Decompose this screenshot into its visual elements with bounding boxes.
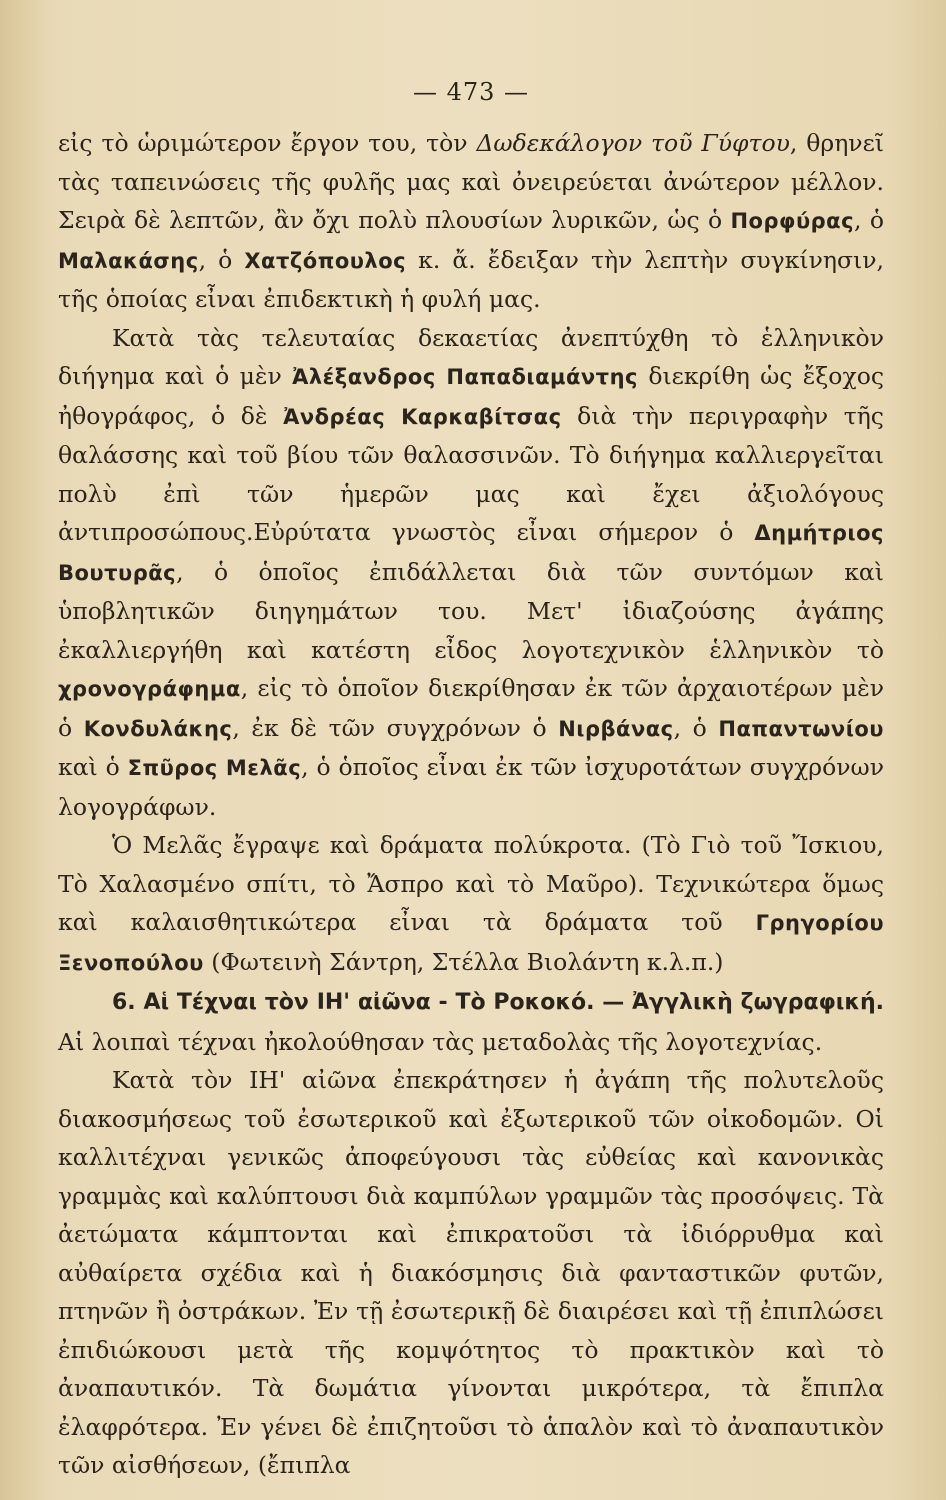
author-name: Μαλακάσης bbox=[58, 248, 199, 273]
author-name: Κονδυλάκης bbox=[83, 716, 233, 741]
paragraph-3 bbox=[58, 826, 884, 982]
genre-term: χρονογράφημα bbox=[58, 677, 241, 701]
text: διὰ τὴν περιγραφὴν τῆς θαλάσσης καὶ τοῦ βίου τῶν θαλασσινῶν. Τὸ διήγημα καλλιεργεῖται πολὺ ἐπὶ τῶν ἡμερῶν μας καὶ ἔχει ἀξιολόγους ἀντιπροσώπους.Εὐρύτατα γνωστὸς εἶναι σήμερον ὁ bbox=[58, 401, 884, 546]
text: , εἰς τὸ ὁποῖον διεκρίθησαν ἐκ τῶν ἀρχαιοτέρων μὲν ὁ bbox=[58, 674, 884, 742]
section-heading-paragraph bbox=[58, 982, 884, 1061]
author-name: Ἀλέξανδρος Παπαδιαμάντης bbox=[292, 365, 638, 389]
paragraph-5 bbox=[58, 1061, 884, 1485]
section-heading: 6. Αἱ Τέχναι τὸν ΙΗ' αἰῶνα - Τὸ Ροκοκό. — Ἀγγλικὴ ζωγραφική. bbox=[112, 990, 884, 1015]
author-name: Σπῦρος Μελᾶς bbox=[127, 756, 302, 780]
text: , ὁ bbox=[673, 713, 719, 742]
author-name: Πορφύρας bbox=[730, 209, 855, 233]
paragraph-2 bbox=[58, 319, 884, 827]
text: εἰς τὸ ὡριμώτερον ἔργον του, τὸν bbox=[58, 129, 477, 157]
author-name: Γρηγορίου Ξενοπούλου bbox=[58, 911, 884, 975]
page-number: — 473 — bbox=[412, 78, 530, 106]
paragraph-1 bbox=[58, 124, 884, 319]
text: , ὁ ὁποῖος ἐπιδάλλεται διὰ τῶν συντόμων καὶ ὑποβλητικῶν διηγημάτων του. Μετ' ἰδιαζούσης ἀγάπης ἐκαλλιεργήθη καὶ κατέστη εἶδος λογοτεχνικὸν ἑλληνικὸν τὸ bbox=[58, 557, 884, 664]
author-name: Παπαντωνίου bbox=[718, 716, 884, 741]
text: , ὁ ὁποῖος εἶναι ἐκ τῶν ἰσχυροτάτων συγχρόνων λογογράφων. bbox=[58, 753, 885, 821]
text: καὶ ὁ bbox=[58, 753, 128, 781]
text: διεκρίθη ὡς ἔξοχος ἠθογράφος, ὁ δὲ bbox=[58, 362, 885, 430]
text: (Φωτεινὴ Σάντρη, Στέλλα Βιολάντη κ.λ.π.) bbox=[203, 947, 724, 976]
text: , ἐκ δὲ τῶν συγχρόνων ὁ bbox=[232, 713, 559, 742]
text: Κατὰ τὸν ΙΗ' αἰῶνα ἐπεκράτησεν ἡ ἀγάπη τῆς πολυτελοῦς διακοσμήσεως τοῦ ἐσωτερικοῦ καὶ ἐξωτερικοῦ τῶν οἰκοδομῶν. Οἱ καλλιτέχναι γενικῶς ἀποφεύγουσι τὰς εὐθείας καὶ κανονικὰς γραμμὰς καὶ καλύπτουσι διὰ καμπύλων γραμμῶν τὰς προσόψεις. Τὰ ἀετώματα κάμπτονται καὶ ἐπικρατοῦσι τὰ ἰδιόρρυθμα καὶ αὐθαίρετα σχέδια καὶ ἡ διακόσμησις διὰ φανταστικῶν φυτῶν, πτηνῶν ἢ ὀστράκων. Ἐν τῇ ἐσωτερικῇ δὲ διαιρέσει καὶ τῇ ἐπιπλώσει ἐπιδιώκουσι μετὰ τῆς κομψότητος τὸ πρακτικὸν καὶ τὸ ἀναπαυτικόν. Τὰ δωμάτια γίνονται μικρότερα, τὰ ἔπιπλα ἐλαφρότερα. Ἐν γένει δὲ ἐπιζητοῦσι τὸ ἁπαλὸν καὶ τὸ ἀναπαυτικὸν τῶν αἰσθήσεων, (ἔπιπλα bbox=[58, 1066, 884, 1479]
text: Κατὰ τὰς τελευταίας δεκαετίας ἀνεπτύχθη τὸ ἑλληνικὸν διήγημα καὶ ὁ μὲν bbox=[58, 323, 884, 390]
text: , θρηνεῖ τὰς ταπεινώσεις τῆς φυλῆς μας καὶ ὀνειρεύεται ἀνώτερον μέλλον. Σειρὰ δὲ λεπτῶν, ἂν ὄχι πολὺ πλουσίων λυρικῶν, ὡς ὁ bbox=[58, 129, 884, 234]
text: , ὁ bbox=[854, 206, 884, 234]
text: κ. ἄ. ἔδειξαν τὴν λεπτὴν συγκίνησιν, τῆς ὁποίας εἶναι ἐπιδεκτικὴ ἡ φυλή μας. bbox=[58, 245, 884, 313]
author-name: Δημήτριος Βουτυρᾶς bbox=[58, 521, 884, 585]
author-name: Χατζόπουλος bbox=[244, 248, 407, 273]
author-name: Ἀνδρέας Καρκαβίτσας bbox=[283, 404, 562, 429]
text: , ὁ bbox=[198, 245, 245, 274]
text: Αἱ λοιπαὶ τέχναι ἠκολούθησαν τὰς μεταδολὰς τῆς λογοτεχνίας. bbox=[58, 1027, 823, 1056]
text: Ὁ Μελᾶς ἔγραψε καὶ δράματα πολύκροτα. (Τὸ Γιὸ τοῦ Ἴσκιου, Τὸ Χαλασμένο σπίτι, τὸ Ἄσπρο καὶ τὸ Μαῦρο). Τεχνικώτερα ὅμως καὶ καλαισθητικώτερα εἶναι τὰ δράματα τοῦ bbox=[58, 831, 884, 936]
work-title: Δωδεκάλογον τοῦ Γύφτου bbox=[476, 129, 790, 157]
author-name: Νιρβάνας bbox=[558, 716, 674, 741]
